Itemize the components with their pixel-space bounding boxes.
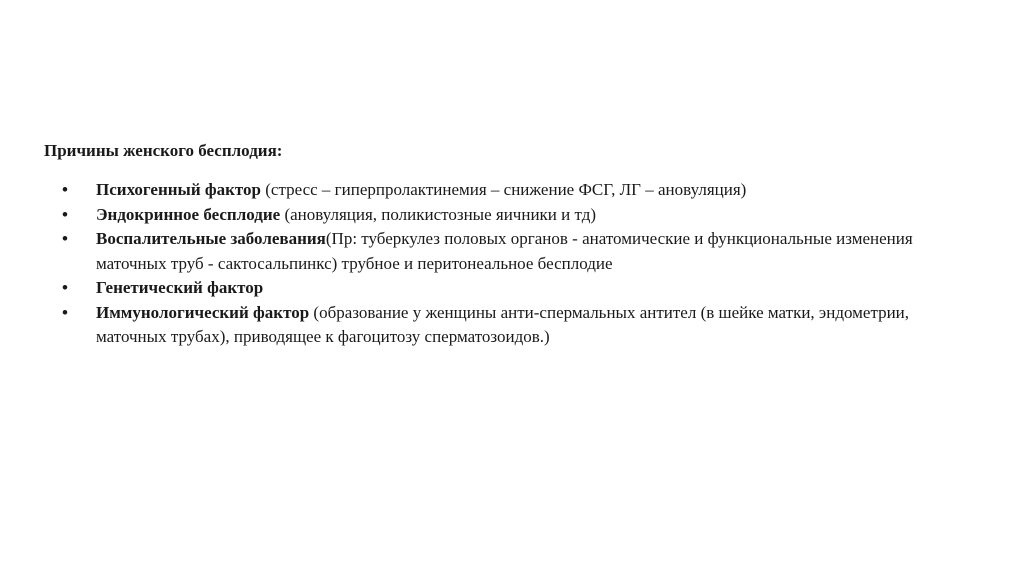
item-description: (стресс – гиперпролактинемия – снижение ФСГ, ЛГ – ановуляция) [261, 180, 747, 199]
bullet-icon: • [62, 204, 68, 224]
list-item-inflammatory [0, 227, 976, 276]
bullet-icon: • [62, 180, 68, 199]
item-title: Генетический фактор [96, 278, 264, 297]
item-title: Иммунологический фактор [96, 302, 310, 322]
item-title: Воспалительные заболевания [96, 229, 326, 248]
item-description: (Пр: туберкулез половых органов - анатомические и функциональные изменения маточных труб - сактосальпинкс) трубное и перитонеальное бесплодие [96, 229, 913, 273]
bullet-icon: • [62, 278, 68, 297]
item-description: (образование у женщины анти-спермальных антител (в шейке матки, эндометрии, маточных трубах), приводящее к фагоцитозу сперматозоидов.) [96, 302, 910, 346]
causes-list [0, 178, 1024, 350]
list-item-endocrine [0, 203, 976, 228]
list-item-psychogenic [0, 178, 976, 203]
slide-heading: Причины женского бесплодия: [44, 141, 283, 160]
item-title: Эндокринное бесплодие [96, 204, 281, 224]
list-item-genetic [0, 276, 976, 301]
item-title: Психогенный фактор [96, 180, 262, 199]
item-description: (ановуляция, поликистозные яичники и тд) [280, 204, 597, 224]
list-item-immunological [0, 301, 976, 350]
bullet-icon: • [62, 302, 68, 322]
bullet-icon: • [62, 229, 68, 248]
